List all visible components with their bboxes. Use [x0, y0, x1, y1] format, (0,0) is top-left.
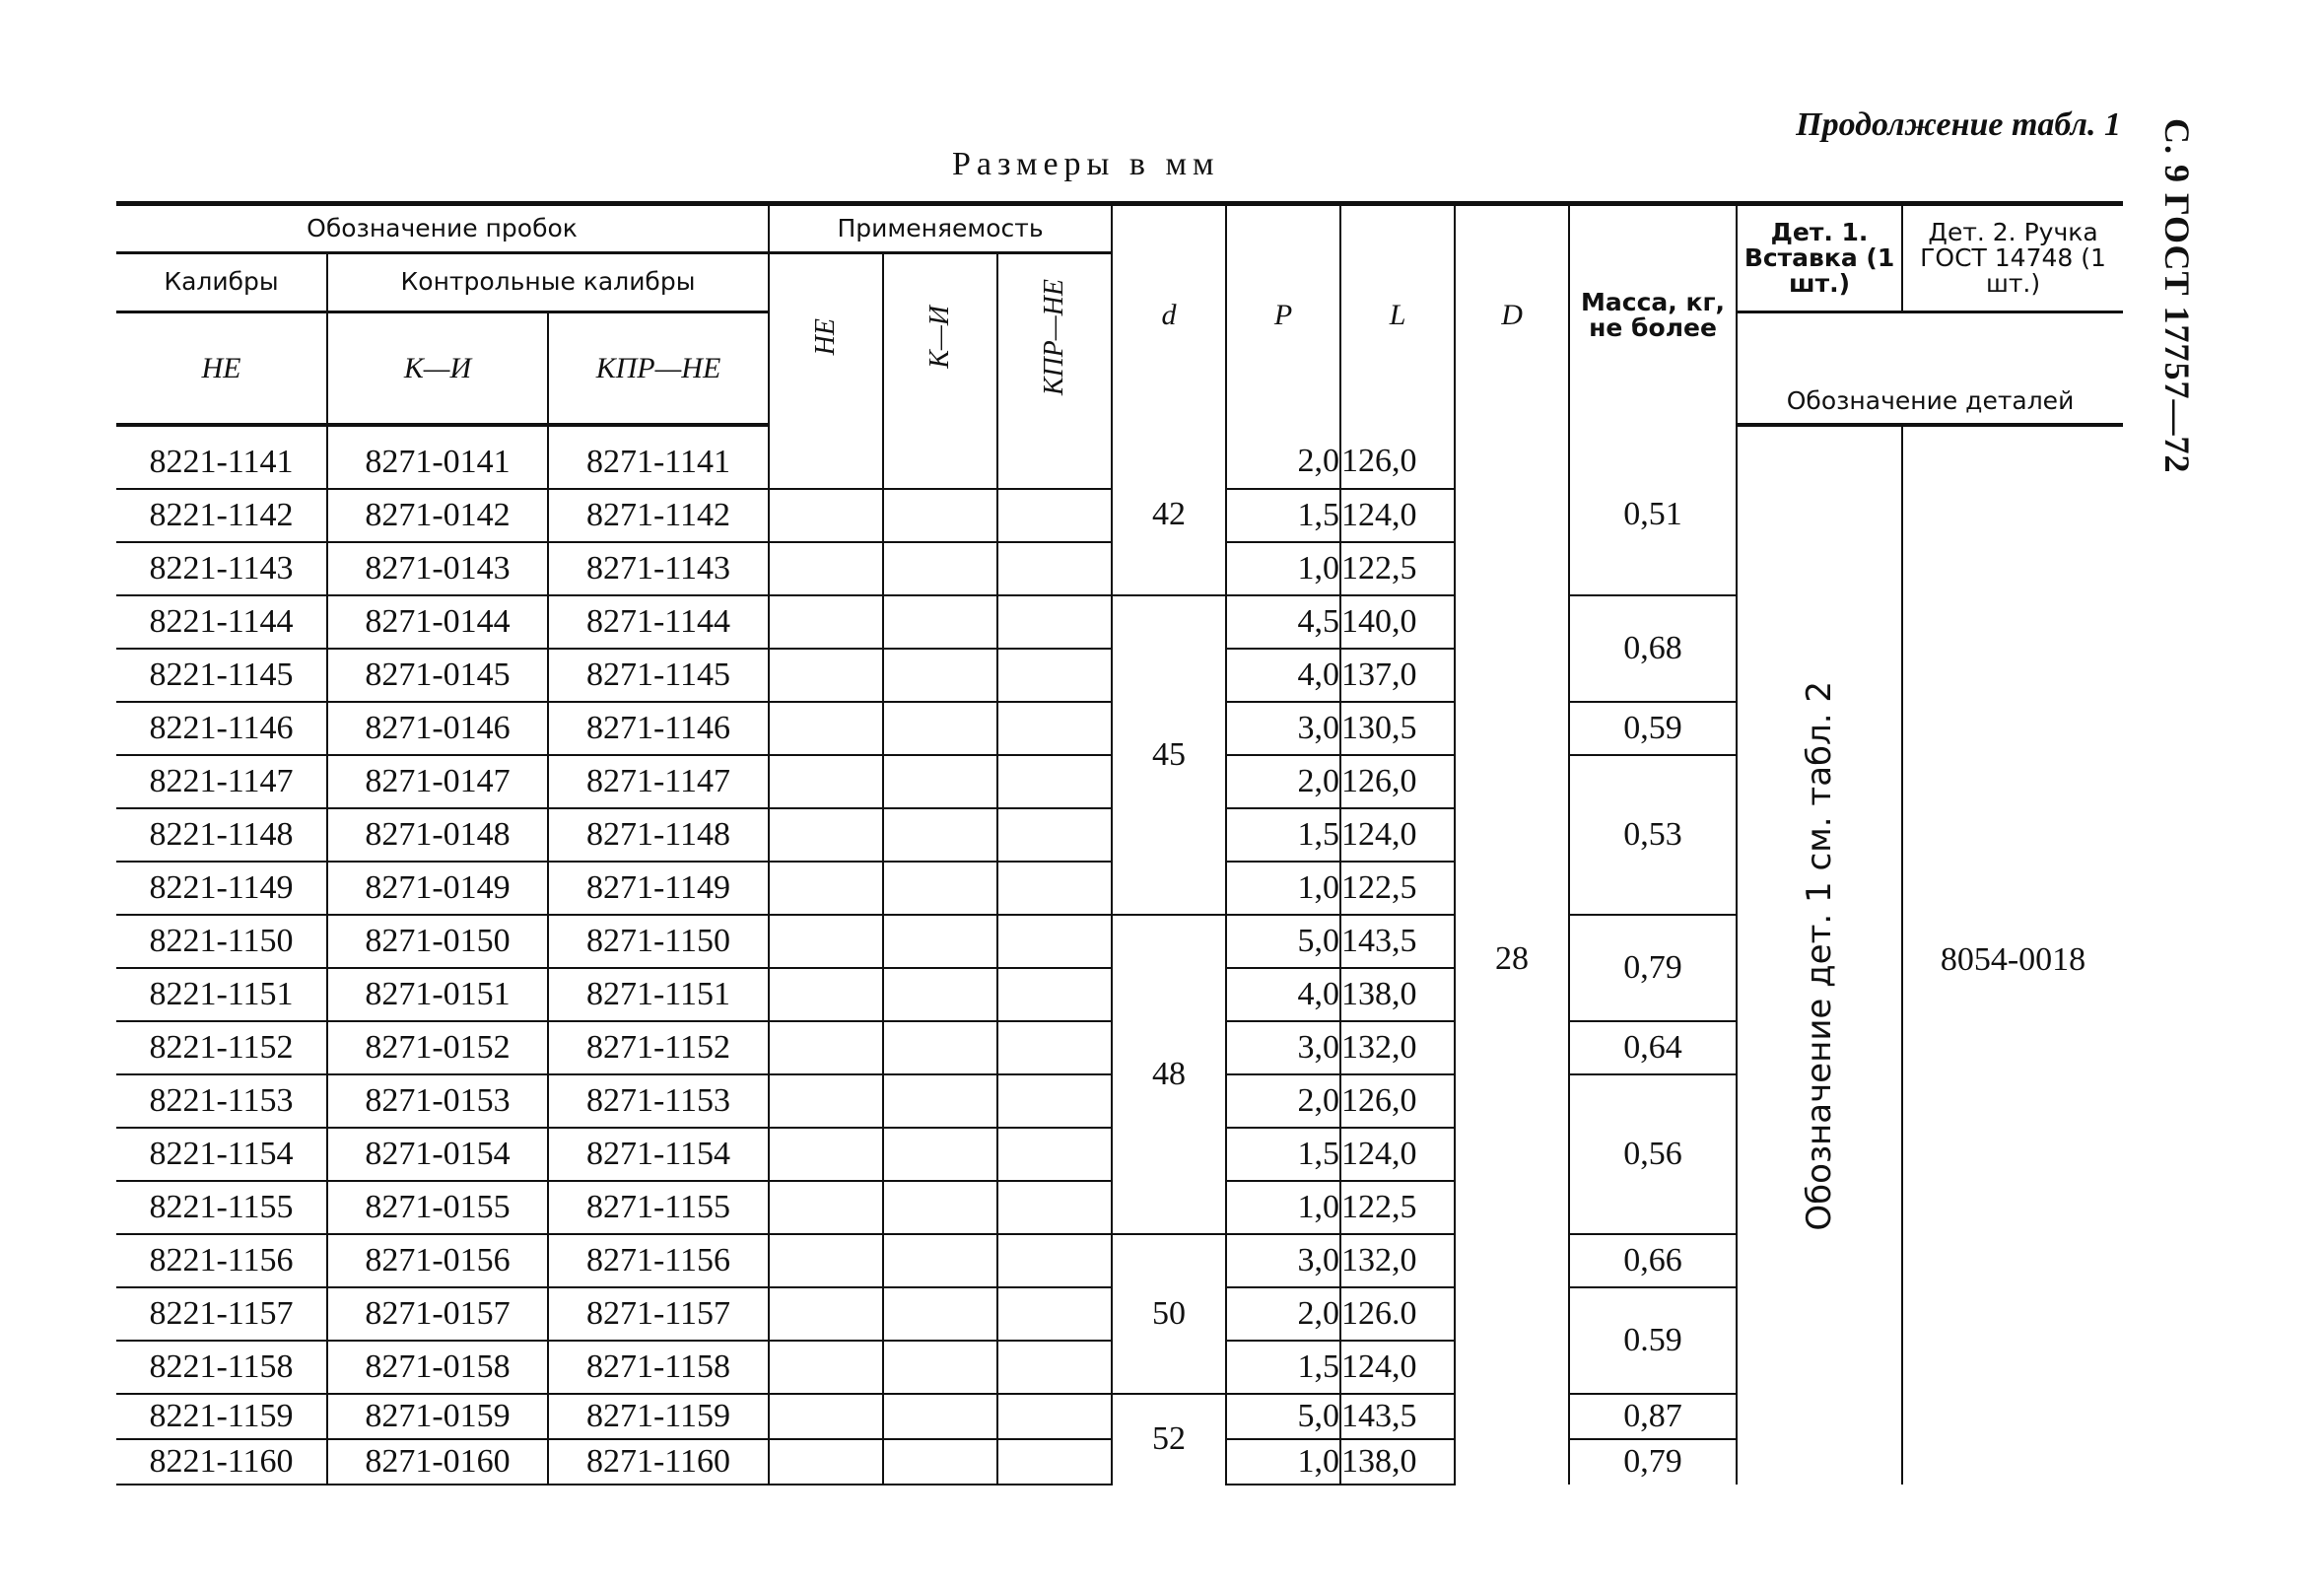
- ki-cell: 8271-0141: [327, 425, 548, 489]
- mass-cell: 0,79: [1569, 1439, 1737, 1485]
- ne-header: НЕ: [116, 312, 327, 425]
- app-kprne-cell: [997, 489, 1112, 542]
- app-kprne-cell: [997, 1439, 1112, 1485]
- ki-header: К—И: [327, 312, 548, 425]
- ki-cell: 8271-0157: [327, 1287, 548, 1341]
- app-ne-cell: [769, 1341, 883, 1394]
- app-ne-cell: [769, 489, 883, 542]
- big-d-cell: 28: [1455, 425, 1569, 1485]
- ne-cell: 8221-1160: [116, 1439, 327, 1485]
- d-cell: 42: [1112, 425, 1226, 595]
- app-ne-cell: [769, 1128, 883, 1181]
- p-cell: 5,0: [1226, 915, 1340, 968]
- app-ne-cell: [769, 1439, 883, 1485]
- l-cell: 124,0: [1340, 808, 1455, 862]
- app-ki-cell: [883, 1394, 997, 1439]
- table-body: [116, 425, 2123, 1485]
- app-ki-cell: [883, 968, 997, 1021]
- ne-cell: 8221-1142: [116, 489, 327, 542]
- kprne-cell: 8271-1153: [548, 1074, 769, 1128]
- ki-cell: 8271-0160: [327, 1439, 548, 1485]
- kprne-cell: 8271-1146: [548, 702, 769, 755]
- mass-cell: 0,59: [1569, 702, 1737, 755]
- l-cell: 143,5: [1340, 915, 1455, 968]
- l-cell: 126.0: [1340, 1287, 1455, 1341]
- l-cell: 143,5: [1340, 1394, 1455, 1439]
- app-ki-label: К—И: [924, 305, 956, 369]
- mass-cell: 0,66: [1569, 1234, 1737, 1287]
- app-kprne-cell: [997, 808, 1112, 862]
- l-header: L: [1340, 204, 1455, 425]
- mass-cell: 0,51: [1569, 425, 1737, 595]
- ne-cell: 8221-1141: [116, 425, 327, 489]
- app-ne-cell: [769, 1234, 883, 1287]
- l-cell: 122,5: [1340, 542, 1455, 595]
- app-ki-cell: [883, 1021, 997, 1074]
- sizes-caption: Размеры в мм: [952, 146, 1220, 182]
- app-ne-cell: [769, 968, 883, 1021]
- app-kprne-cell: [997, 1074, 1112, 1128]
- kprne-header: КПР—НЕ: [548, 312, 769, 425]
- p-cell: 1,5: [1226, 1341, 1340, 1394]
- ne-cell: 8221-1158: [116, 1341, 327, 1394]
- ne-cell: 8221-1145: [116, 649, 327, 702]
- app-kprne-label: КПР—НЕ: [1039, 278, 1070, 395]
- l-cell: 124,0: [1340, 1341, 1455, 1394]
- p-cell: 1,5: [1226, 489, 1340, 542]
- kprne-cell: 8271-1142: [548, 489, 769, 542]
- d-header: d: [1112, 204, 1226, 425]
- app-ki-cell: [883, 595, 997, 649]
- l-cell: 122,5: [1340, 862, 1455, 915]
- app-ne-cell: [769, 702, 883, 755]
- ki-cell: 8271-0152: [327, 1021, 548, 1074]
- gauge-table: [116, 201, 2123, 1485]
- ki-cell: 8271-0144: [327, 595, 548, 649]
- kprne-cell: 8271-1149: [548, 862, 769, 915]
- ki-cell: 8271-0158: [327, 1341, 548, 1394]
- app-kprne-cell: [997, 1181, 1112, 1234]
- app-ne-cell: [769, 425, 883, 489]
- l-cell: 130,5: [1340, 702, 1455, 755]
- ne-cell: 8221-1154: [116, 1128, 327, 1181]
- ne-cell: 8221-1153: [116, 1074, 327, 1128]
- app-ki-cell: [883, 702, 997, 755]
- kprne-cell: 8271-1145: [548, 649, 769, 702]
- mass-header: Масса, кг, не более: [1569, 204, 1737, 425]
- details-designation-header: Обозначение деталей: [1737, 312, 2123, 425]
- p-cell: 1,0: [1226, 1439, 1340, 1485]
- app-ne-cell: [769, 808, 883, 862]
- d-cell: 52: [1112, 1394, 1226, 1485]
- p-cell: 1,5: [1226, 808, 1340, 862]
- ne-cell: 8221-1152: [116, 1021, 327, 1074]
- l-cell: 126,0: [1340, 755, 1455, 808]
- ki-cell: 8271-0143: [327, 542, 548, 595]
- kprne-cell: 8271-1159: [548, 1394, 769, 1439]
- kprne-cell: 8271-1141: [548, 425, 769, 489]
- ne-cell: 8221-1146: [116, 702, 327, 755]
- l-cell: 132,0: [1340, 1021, 1455, 1074]
- p-cell: 4,0: [1226, 968, 1340, 1021]
- p-cell: 1,5: [1226, 1128, 1340, 1181]
- app-kprne-cell: [997, 1287, 1112, 1341]
- app-ki-cell: [883, 915, 997, 968]
- ne-cell: 8221-1156: [116, 1234, 327, 1287]
- det1-header: Дет. 1. Вставка (1 шт.): [1737, 204, 1902, 312]
- ne-cell: 8221-1148: [116, 808, 327, 862]
- app-kprne-cell: [997, 1021, 1112, 1074]
- mass-cell: 0,56: [1569, 1074, 1737, 1234]
- det1-note: Обозначение дет. 1 см. табл. 2: [1800, 680, 1840, 1231]
- app-kprne-cell: [997, 595, 1112, 649]
- app-ne-cell: [769, 542, 883, 595]
- app-ne-cell: [769, 862, 883, 915]
- app-kprne-cell: [997, 702, 1112, 755]
- kprne-cell: 8271-1152: [548, 1021, 769, 1074]
- ki-cell: 8271-0155: [327, 1181, 548, 1234]
- ki-cell: 8271-0146: [327, 702, 548, 755]
- ne-cell: 8221-1147: [116, 755, 327, 808]
- app-ki-cell: [883, 1287, 997, 1341]
- p-cell: 5,0: [1226, 1394, 1340, 1439]
- app-kprne-cell: [997, 862, 1112, 915]
- app-kprne-cell: [997, 1128, 1112, 1181]
- ki-cell: 8271-0147: [327, 755, 548, 808]
- app-kprne-cell: [997, 915, 1112, 968]
- p-cell: 2,0: [1226, 425, 1340, 489]
- applicability-header: Применяемость: [769, 204, 1112, 253]
- ne-cell: 8221-1143: [116, 542, 327, 595]
- p-cell: 3,0: [1226, 1021, 1340, 1074]
- app-ki-header: [883, 253, 997, 425]
- app-ki-cell: [883, 862, 997, 915]
- app-ne-cell: [769, 1181, 883, 1234]
- kprne-cell: 8271-1150: [548, 915, 769, 968]
- p-cell: 4,0: [1226, 649, 1340, 702]
- app-ne-header: [769, 253, 883, 425]
- standard-sidebar: С. 9 ГОСТ 17757—72: [2157, 118, 2197, 474]
- det2-cell: 8054-0018: [1940, 941, 2086, 978]
- table-row: [116, 425, 2123, 489]
- d-cell: 50: [1112, 1234, 1226, 1394]
- ki-cell: 8271-0159: [327, 1394, 548, 1439]
- app-ne-cell: [769, 649, 883, 702]
- app-ne-cell: [769, 1074, 883, 1128]
- p-cell: 3,0: [1226, 1234, 1340, 1287]
- ne-cell: 8221-1157: [116, 1287, 327, 1341]
- app-ne-cell: [769, 1287, 883, 1341]
- kprne-cell: 8271-1156: [548, 1234, 769, 1287]
- app-kprne-header: [997, 253, 1112, 425]
- mass-cell: 0,64: [1569, 1021, 1737, 1074]
- p-cell: 2,0: [1226, 1287, 1340, 1341]
- l-cell: 132,0: [1340, 1234, 1455, 1287]
- app-kprne-cell: [997, 542, 1112, 595]
- app-ki-cell: [883, 1439, 997, 1485]
- p-cell: 3,0: [1226, 702, 1340, 755]
- mass-cell: 0.59: [1569, 1287, 1737, 1394]
- group-designation-header: Обозначение пробок: [116, 204, 769, 253]
- ne-cell: 8221-1144: [116, 595, 327, 649]
- mass-cell: 0,87: [1569, 1394, 1737, 1439]
- app-kprne-cell: [997, 425, 1112, 489]
- mass-cell: 0,53: [1569, 755, 1737, 915]
- mass-cell: 0,79: [1569, 915, 1737, 1021]
- app-kprne-cell: [997, 968, 1112, 1021]
- ki-cell: 8271-0156: [327, 1234, 548, 1287]
- l-cell: 124,0: [1340, 1128, 1455, 1181]
- kprne-cell: 8271-1143: [548, 542, 769, 595]
- p-cell: 2,0: [1226, 755, 1340, 808]
- l-cell: 122,5: [1340, 1181, 1455, 1234]
- kprne-cell: 8271-1144: [548, 595, 769, 649]
- app-ki-cell: [883, 489, 997, 542]
- det1-cell: [1737, 425, 1902, 1485]
- kprne-cell: 8271-1147: [548, 755, 769, 808]
- app-kprne-cell: [997, 1394, 1112, 1439]
- ne-cell: 8221-1150: [116, 915, 327, 968]
- l-cell: 126,0: [1340, 425, 1455, 489]
- p-cell: 1,0: [1226, 862, 1340, 915]
- continuation-caption: Продолжение табл. 1: [1796, 106, 2121, 143]
- l-cell: 140,0: [1340, 595, 1455, 649]
- ne-cell: 8221-1159: [116, 1394, 327, 1439]
- big-d-header: D: [1455, 204, 1569, 425]
- app-ne-cell: [769, 755, 883, 808]
- app-ki-cell: [883, 1234, 997, 1287]
- app-ki-cell: [883, 755, 997, 808]
- ki-cell: 8271-0149: [327, 862, 548, 915]
- app-ki-cell: [883, 542, 997, 595]
- app-ki-cell: [883, 1341, 997, 1394]
- app-ki-cell: [883, 1128, 997, 1181]
- l-cell: 126,0: [1340, 1074, 1455, 1128]
- app-kprne-cell: [997, 755, 1112, 808]
- ne-cell: 8221-1151: [116, 968, 327, 1021]
- d-cell: 45: [1112, 595, 1226, 915]
- ne-cell: 8221-1155: [116, 1181, 327, 1234]
- app-ne-cell: [769, 1394, 883, 1439]
- kprne-cell: 8271-1155: [548, 1181, 769, 1234]
- app-ne-cell: [769, 915, 883, 968]
- kprne-cell: 8271-1148: [548, 808, 769, 862]
- l-cell: 137,0: [1340, 649, 1455, 702]
- control-gauges-header: Контрольные калибры: [327, 253, 769, 312]
- app-ne-cell: [769, 1021, 883, 1074]
- l-cell: 138,0: [1340, 968, 1455, 1021]
- ki-cell: 8271-0145: [327, 649, 548, 702]
- l-cell: 138,0: [1340, 1439, 1455, 1485]
- ki-cell: 8271-0154: [327, 1128, 548, 1181]
- kprne-cell: 8271-1151: [548, 968, 769, 1021]
- app-ki-cell: [883, 1074, 997, 1128]
- kprne-cell: 8271-1158: [548, 1341, 769, 1394]
- app-ne-label: НЕ: [810, 317, 842, 356]
- app-ki-cell: [883, 425, 997, 489]
- d-cell: 48: [1112, 915, 1226, 1234]
- mass-cell: 0,68: [1569, 595, 1737, 702]
- det2-header: Дет. 2. Ручка ГОСТ 14748 (1 шт.): [1902, 204, 2123, 312]
- p-cell: 1,0: [1226, 542, 1340, 595]
- app-ne-cell: [769, 595, 883, 649]
- p-cell: 1,0: [1226, 1181, 1340, 1234]
- kprne-cell: 8271-1157: [548, 1287, 769, 1341]
- ki-cell: 8271-0150: [327, 915, 548, 968]
- ki-cell: 8271-0151: [327, 968, 548, 1021]
- app-ki-cell: [883, 808, 997, 862]
- app-ki-cell: [883, 1181, 997, 1234]
- gauges-header: Калибры: [116, 253, 327, 312]
- ki-cell: 8271-0153: [327, 1074, 548, 1128]
- p-cell: 4,5: [1226, 595, 1340, 649]
- kprne-cell: 8271-1160: [548, 1439, 769, 1485]
- ne-cell: 8221-1149: [116, 862, 327, 915]
- ki-cell: 8271-0142: [327, 489, 548, 542]
- l-cell: 124,0: [1340, 489, 1455, 542]
- app-ki-cell: [883, 649, 997, 702]
- app-kprne-cell: [997, 1341, 1112, 1394]
- app-kprne-cell: [997, 1234, 1112, 1287]
- app-kprne-cell: [997, 649, 1112, 702]
- p-header: P: [1226, 204, 1340, 425]
- p-cell: 2,0: [1226, 1074, 1340, 1128]
- ki-cell: 8271-0148: [327, 808, 548, 862]
- kprne-cell: 8271-1154: [548, 1128, 769, 1181]
